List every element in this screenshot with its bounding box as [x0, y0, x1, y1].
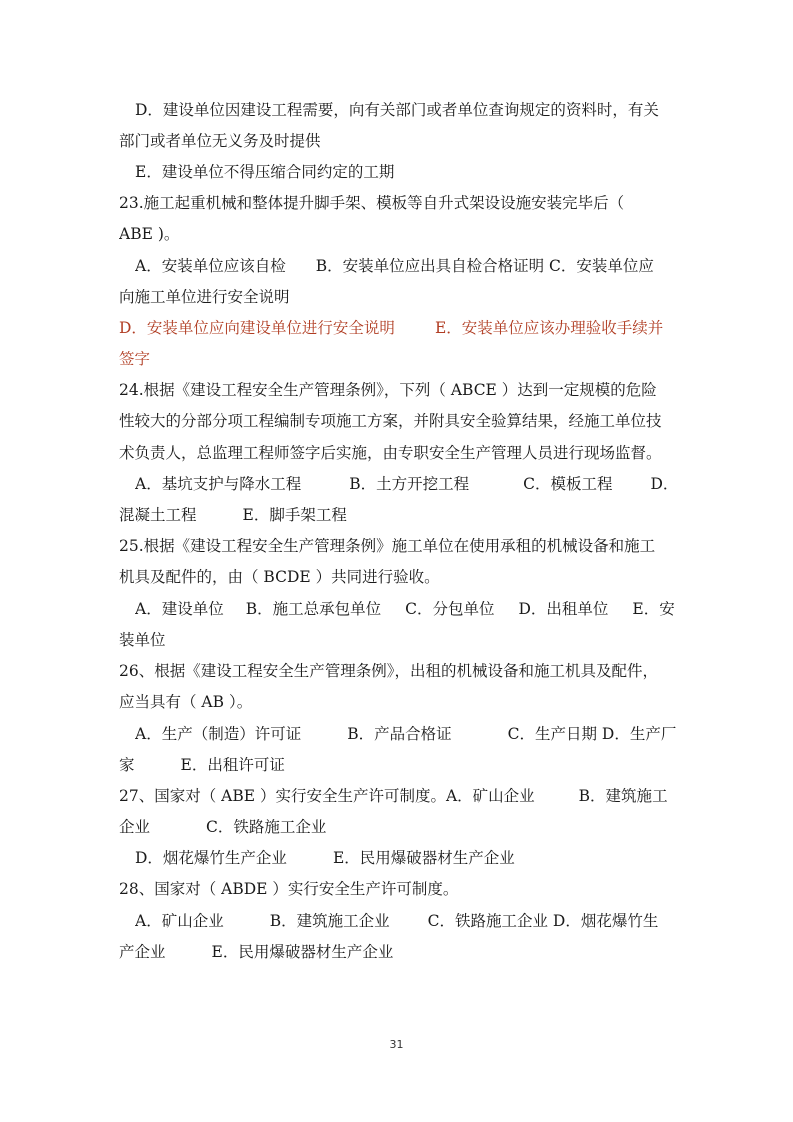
option-22-d-line1: D．建设单位因建设工程需要，向有关部门或者单位查询规定的资料时，有关	[135, 101, 659, 119]
question-24-options-line1: A．基坑支护与降水工程 B．土方开挖工程 C．模板工程 D．	[135, 475, 679, 493]
question-25-options-line1: A．建设单位 B．施工总承包单位 C．分包单位 D．出租单位 E．安	[135, 600, 675, 618]
question-26-line2: 应当具有（ AB ）。	[119, 693, 253, 711]
question-27-line1: 27、国家对（ ABE ）实行安全生产许可制度。A．矿山企业 B．建筑施工	[119, 787, 668, 805]
question-28-options-line1: A．矿山企业 B．建筑施工企业 C．铁路施工企业 D．烟花爆竹生	[135, 912, 659, 930]
question-25-line1: 25.根据《建设工程安全生产管理条例》施工单位在使用承租的机械设备和施工	[119, 537, 656, 555]
question-24-line3: 术负责人，总监理工程师签字后实施，由专职安全生产管理人员进行现场监督。	[119, 444, 662, 462]
question-26-options-line1: A．生产（制造）许可证 B．产品合格证 C．生产日期 D．生产厂	[135, 725, 677, 743]
question-23-options-line3: D．安装单位应向建设单位进行安全说明 E．安装单位应该办理验收手续并	[119, 319, 664, 337]
question-23-options-line2: 向施工单位进行安全说明	[119, 288, 290, 306]
option-22-e: E．建设单位不得压缩合同约定的工期	[135, 163, 395, 181]
question-23-answer: ABE )。	[119, 225, 180, 243]
option-22-d-line2: 部门或者单位无义务及时提供	[119, 132, 321, 150]
question-28-line1: 28、国家对（ ABDE ）实行安全生产许可制度。	[119, 880, 459, 898]
question-23-line1: 23.施工起重机械和整体提升脚手架、模板等自升式架设设施安装完毕后（	[119, 194, 625, 212]
question-24-options-line2: 混凝土工程 E．脚手架工程	[119, 506, 347, 524]
page-number: 31	[389, 1038, 404, 1051]
question-23-options-line1: A．安装单位应该自检 B．安装单位应出具自检合格证明 C．安装单位应	[135, 257, 654, 275]
question-24-line2: 性较大的分部分项工程编制专项施工方案，并附具安全验算结果，经施工单位技	[119, 412, 662, 430]
question-28-options-line2: 产企业 E．民用爆破器材生产企业	[119, 943, 394, 961]
question-27-line2: 企业 C．铁路施工企业	[119, 818, 327, 836]
question-23-options-line4: 签字	[119, 350, 151, 368]
question-27-line3: D．烟花爆竹生产企业 E．民用爆破器材生产企业	[135, 849, 515, 867]
question-25-options-line2: 装单位	[119, 631, 166, 649]
question-26-line1: 26、根据《建设工程安全生产管理条例》，出租的机械设备和施工机具及配件，	[119, 662, 658, 680]
question-26-options-line2: 家 E．出租许可证	[119, 756, 285, 774]
question-24-line1: 24.根据《建设工程安全生产管理条例》，下列（ ABCE ）达到一定规模的危险	[119, 381, 657, 399]
question-25-line2: 机具及配件的，由（ BCDE ）共同进行验收。	[119, 568, 440, 586]
